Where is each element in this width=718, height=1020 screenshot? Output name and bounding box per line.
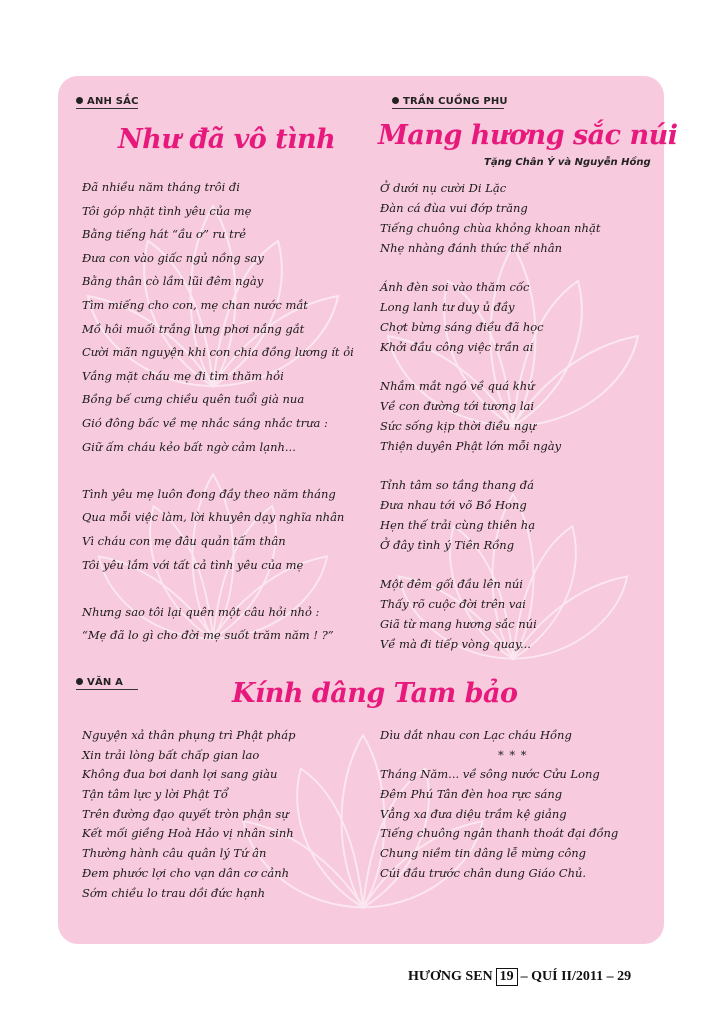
poem-line: Nhắm mắt ngó về quá khứ bbox=[380, 379, 535, 393]
poem-line: Giã từ mang hương sắc núi bbox=[380, 617, 537, 631]
stanza-break bbox=[380, 258, 600, 277]
poem-line: Giữ ấm cháu kẻo bất ngờ cảm lạnh... bbox=[82, 439, 296, 454]
poem-line: Tháng Năm... về sông nước Cửu Long bbox=[380, 767, 600, 782]
poem-line: Chợt bừng sáng điều đã học bbox=[380, 320, 544, 334]
issue-date-page: – QUÍ II/2011 – 29 bbox=[520, 969, 632, 984]
stanza-break bbox=[380, 357, 600, 376]
poem-line: Sớm chiều lo trau dồi đức hạnh bbox=[82, 885, 265, 900]
poem-line: Trên đường đạo quyết tròn phận sự bbox=[82, 806, 289, 821]
section-separator: * * * bbox=[498, 747, 528, 762]
stanza-break bbox=[82, 459, 354, 483]
stanza-break bbox=[380, 555, 600, 574]
poem-line: Cúi đầu trước chân dung Giáo Chủ. bbox=[380, 865, 587, 880]
poem-line: Bằng tiếng hát “ầu ơ” ru trẻ bbox=[82, 227, 246, 242]
poem3-verse-right bbox=[380, 726, 618, 884]
poem-line: Thấy rõ cuộc đời trên vai bbox=[380, 597, 526, 611]
poem-line: Đàn cá đùa vui đớp trăng bbox=[380, 201, 528, 215]
poem-line: Mồ hôi muối trắng lưng phơi nắng gắt bbox=[82, 321, 305, 336]
poem-line: Dìu dắt nhau con Lạc cháu Hồng bbox=[380, 728, 572, 742]
bullet-icon bbox=[392, 97, 399, 104]
poem-line: Không đua bơi danh lợi sang giàu bbox=[82, 767, 278, 782]
poem-line: Về mà đi tiếp vòng quay... bbox=[380, 637, 531, 651]
poem3-verse-left bbox=[82, 726, 295, 903]
poem1-verse bbox=[82, 176, 354, 648]
poem-line: Một đêm gối đầu lên núi bbox=[380, 577, 523, 591]
poem-line: Bồng bế cưng chiều quên tuổi già nua bbox=[82, 392, 305, 407]
poem-line: Tiếng chuông ngân thanh thoát đại đồng bbox=[380, 826, 619, 841]
page-footer bbox=[408, 968, 631, 986]
poem-line: Vì cháu con mẹ đâu quản tấm thân bbox=[82, 533, 286, 548]
poem-line: Tình yêu mẹ luôn đong đầy theo năm tháng bbox=[82, 486, 336, 501]
poem-line: Hẹn thế trải cùng thiên hạ bbox=[380, 518, 536, 532]
poem-line: Vắng mặt cháu mẹ đi tìm thăm hỏi bbox=[82, 368, 284, 383]
poem-line: Gió đông bấc về mẹ nhắc sáng nhắc trưa : bbox=[82, 415, 328, 430]
magazine-name: HƯƠNG SEN bbox=[408, 969, 493, 984]
poem-line: Tận tâm lực y lời Phật Tổ bbox=[82, 787, 228, 802]
poem-line: Sức sống kịp thời điều ngự bbox=[380, 419, 537, 433]
poem-line: Ở dưới nụ cười Di Lặc bbox=[380, 181, 507, 195]
poem-line: Tìm miếng cho con, mẹ chan nước mắt bbox=[82, 297, 308, 312]
bullet-icon bbox=[76, 97, 83, 104]
poem-line: Đêm Phú Tân đèn hoa rực sáng bbox=[380, 787, 563, 802]
poem-line: Về con đường tới tương lai bbox=[380, 399, 535, 413]
poem-line: Đưa nhau tới võ Bồ Hong bbox=[380, 498, 527, 512]
poem2-author-label: TRẦN CUỒNG PHU bbox=[403, 96, 508, 107]
poem-line: Vẳng xa đưa diệu trầm kệ giảng bbox=[380, 806, 567, 821]
poem-line: Nhẹ nhàng đánh thức thế nhân bbox=[380, 241, 563, 255]
poem-line: Nguyện xả thân phụng trì Phật pháp bbox=[82, 728, 296, 742]
poem-line: Tôi yêu lắm với tất cả tình yêu của mẹ bbox=[82, 557, 304, 572]
poem-line: Chung niềm tin dâng lễ mừng công bbox=[380, 846, 587, 861]
poem2-dedication: Tặng Chân Ý và Nguyễn Hồng bbox=[484, 157, 651, 168]
poem-line: Khởi đầu công việc trần ai bbox=[380, 340, 534, 354]
poem3-author-label: VĂN A bbox=[87, 677, 124, 688]
poem-line: Xin trải lòng bất chấp gian lao bbox=[82, 747, 260, 762]
poem1-title: Như đã vô tình bbox=[118, 124, 336, 155]
poem-line: Cười mãn nguyện khi con chia đồng lương ít ỏi bbox=[82, 345, 354, 360]
poem3-title: Kính dâng Tam bảo bbox=[232, 678, 518, 709]
poem-line: Nhưng sao tôi lại quên một câu hỏi nhỏ : bbox=[82, 604, 320, 619]
poem-line: Ánh đèn soi vào thăm cốc bbox=[380, 280, 530, 294]
stanza-break bbox=[380, 456, 600, 475]
issue-number: 19 bbox=[496, 968, 518, 986]
poem-line: Long lanh tư duy ủ đầy bbox=[380, 300, 515, 314]
poem2-author bbox=[392, 96, 508, 109]
poem3-author bbox=[76, 677, 138, 690]
poem-line: Qua mỗi việc làm, lời khuyên dạy nghĩa nhân bbox=[82, 510, 345, 525]
poem2-title: Mang hương sắc núi bbox=[378, 120, 678, 151]
poem-line: Tỉnh tâm so tầng thang đá bbox=[380, 478, 534, 492]
poem-line: Kết mối giềng Hoà Hảo vị nhân sinh bbox=[82, 826, 294, 841]
poem-line: Đưa con vào giấc ngủ nồng say bbox=[82, 250, 264, 265]
poem2-verse bbox=[380, 178, 600, 654]
poem-line: Đem phước lợi cho vạn dân cơ cảnh bbox=[82, 865, 290, 880]
bullet-icon bbox=[76, 678, 83, 685]
poem-line: “Mẹ đã lo gì cho đời mẹ suốt trăm năm ! ?” bbox=[82, 628, 334, 643]
poem-line: Thiện duyên Phật lớn mỗi ngày bbox=[380, 439, 562, 453]
poem-line: Ở đây tình ý Tiên Rồng bbox=[380, 538, 515, 552]
poem1-author bbox=[76, 96, 138, 109]
poem-line: Thường hành câu quân lý Tứ ân bbox=[82, 846, 267, 861]
poem-line: Tiếng chuông chùa khỏng khoan nhặt bbox=[380, 221, 601, 235]
poem1-author-label: ANH SẮC bbox=[87, 96, 139, 107]
poem-line: Tôi góp nhặt tình yêu của mẹ bbox=[82, 203, 252, 218]
poem-line: Bằng thân cò lầm lũi đêm ngày bbox=[82, 274, 264, 289]
stanza-break bbox=[82, 577, 354, 601]
poem-line: Đã nhiều năm tháng trôi đi bbox=[82, 180, 240, 194]
